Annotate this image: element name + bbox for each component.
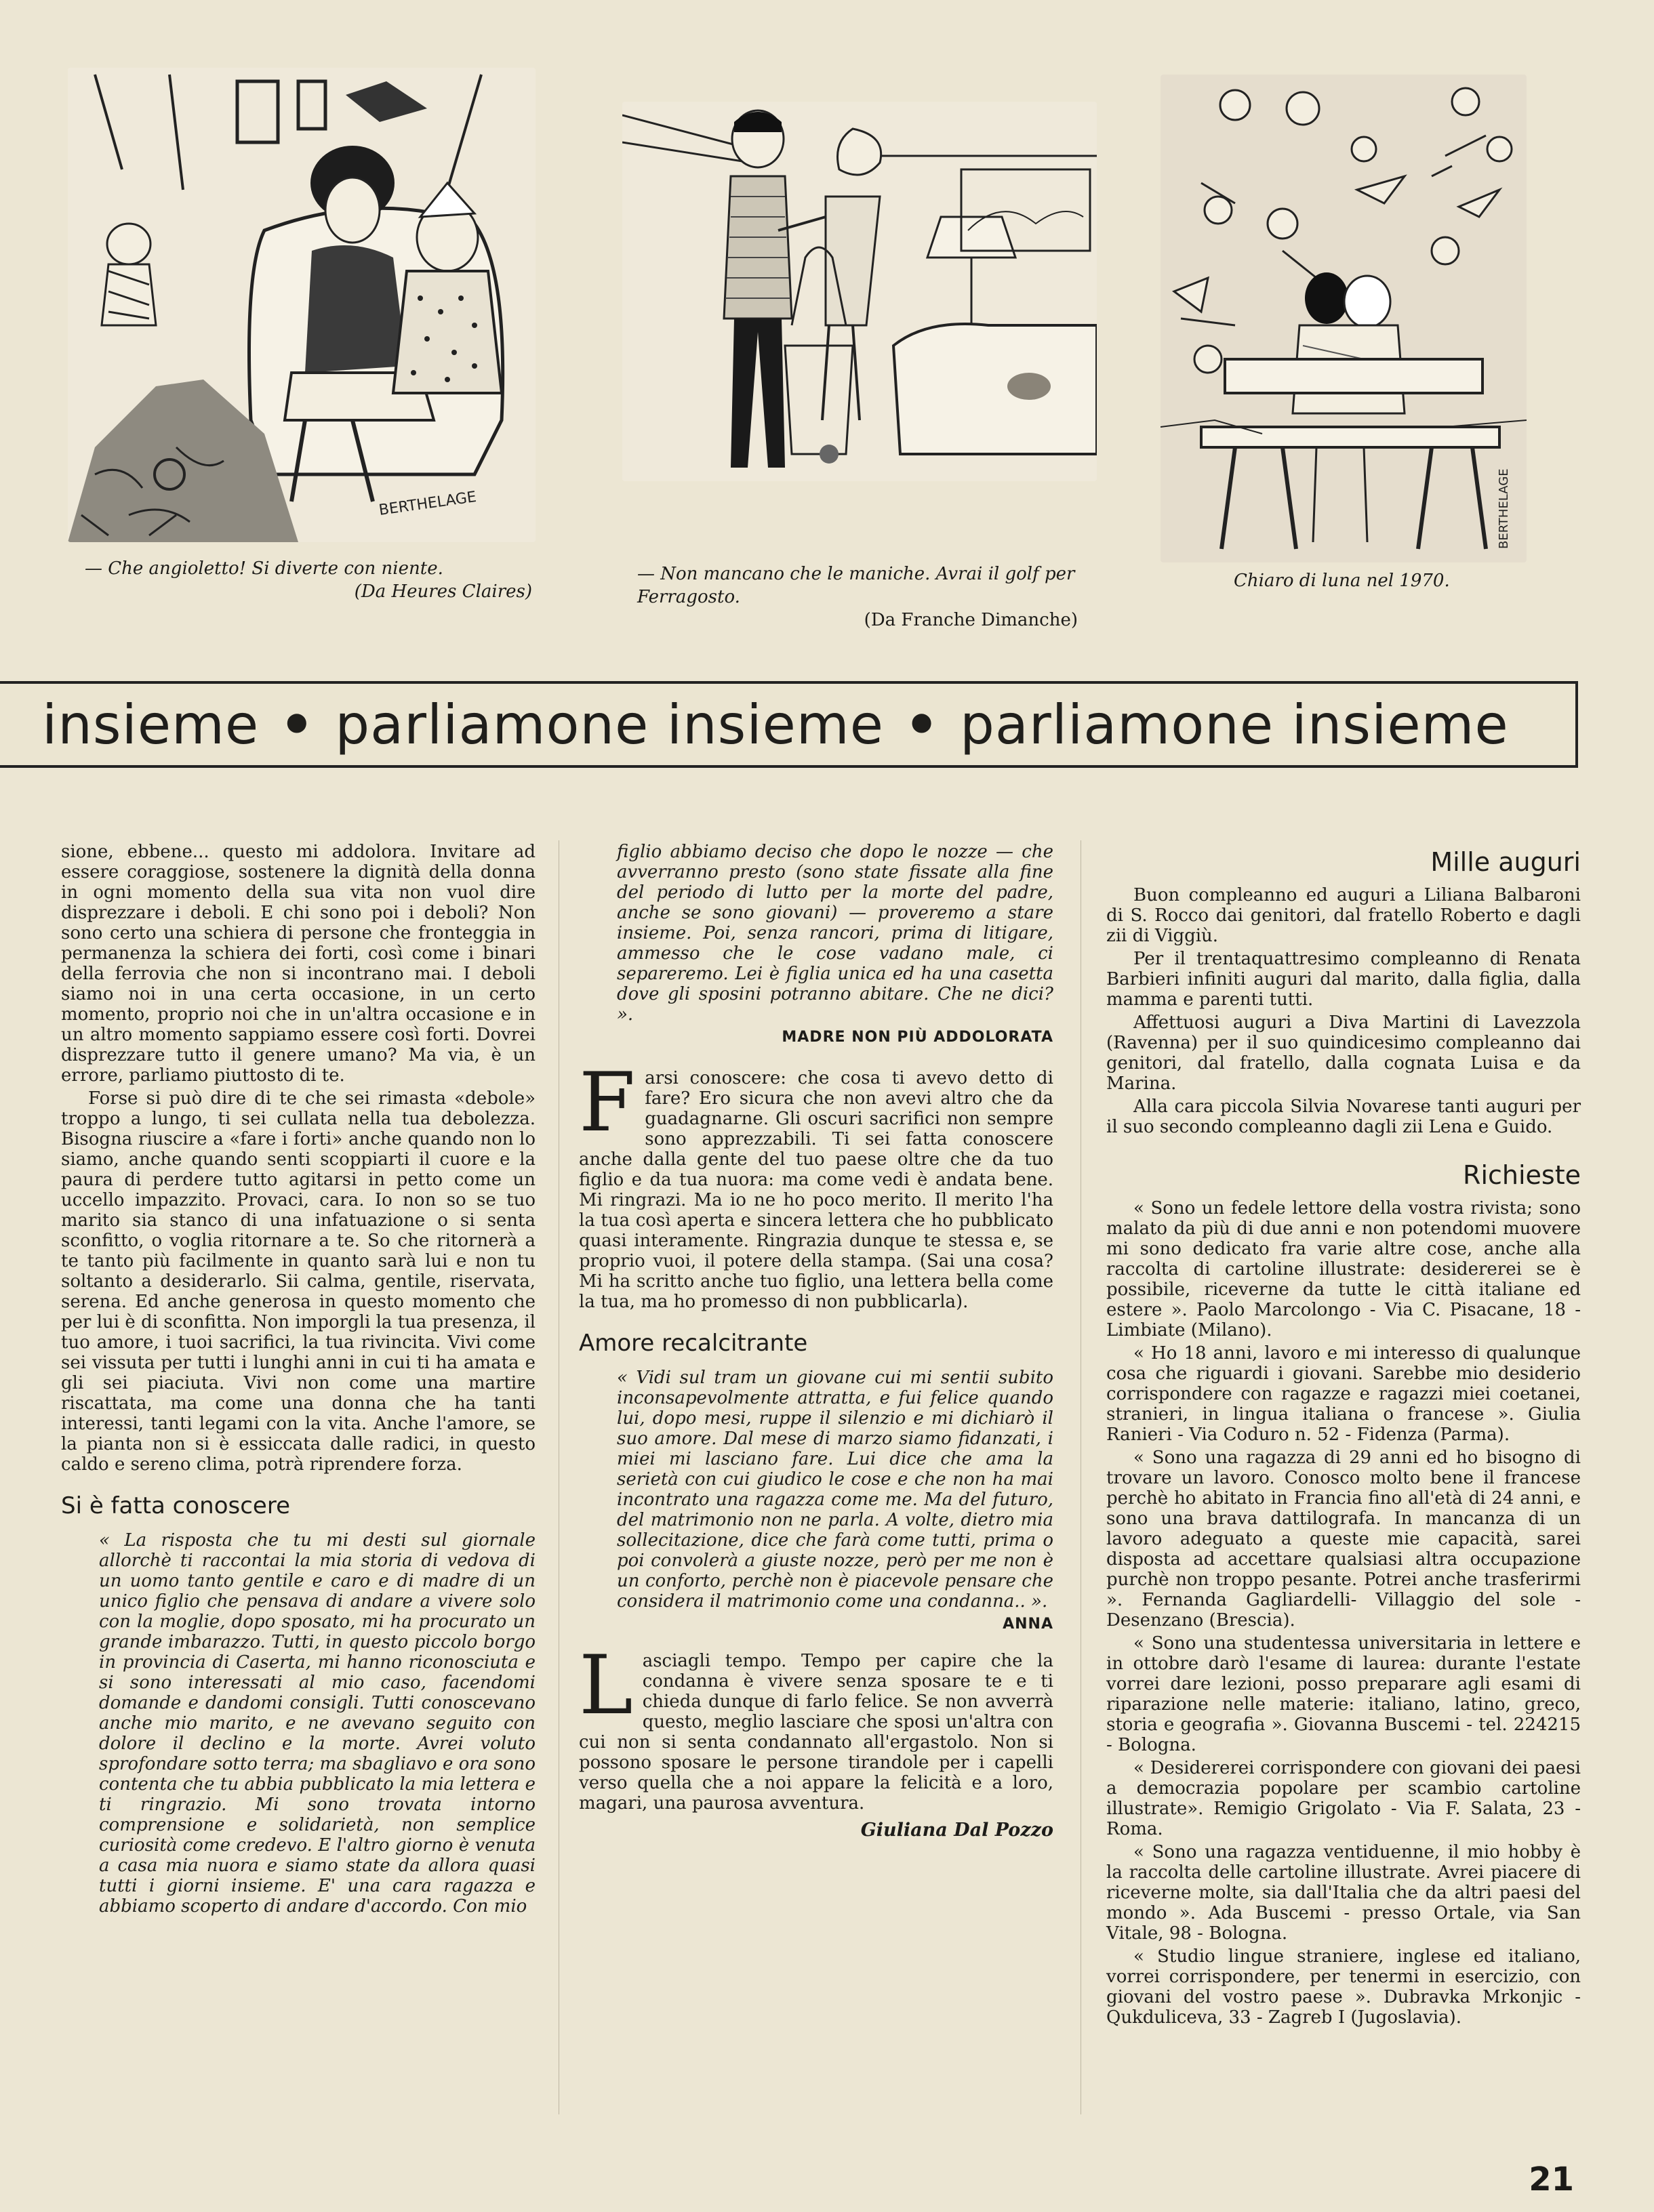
column-2-letter-quote-1: figlio abbiamo deciso che dopo le nozze — che avverranno presto (sono state fissate alla fine del periodo di lutto per la morte del padre, anche se sono giovani) — proveremo a stare insieme. Poi, senza rancori, prima di litigare, ammesso che le cose vadano male, ci separeremo. Lei è figlia unica ed ha una casetta dove gli sposini potranno abitare. Che ne dici? ». bbox=[617, 842, 1053, 1025]
heading-richieste: Richieste bbox=[1463, 1160, 1581, 1190]
richiesta-item-3: « Sono una ragazza di 29 anni ed ho bisogno di trovare un lavoro. Conosco molto bene il francese perchè ho abitato in Francia fino all'età di 24 anni, e sono una brava dattilografa. In mancanza di un lavoro adeguato a queste mie capacità, sarei disposta ad accettare qualsiasi altra occupazione purchè non troppo pesante. Potrei anche trasferirmi ». Fernanda Gagliardelli- Villaggio del sole - Desenzano (Brescia). bbox=[1106, 1448, 1581, 1631]
column-2-reply-2 bbox=[579, 1639, 1053, 1814]
cartoon-chiaro-di-luna-drawing bbox=[1161, 75, 1527, 562]
caption-3 bbox=[1234, 569, 1532, 592]
column-2-reply-1-text: arsi conoscere: che cosa ti avevo detto di fare? Ero sicura che non avevi altro che da guadagnarne. Gli oscuri sacrifici non sempre sono apprezzabili. Ti sei fatta conoscere anche dalla gente del tuo paese oltre che da tuo figlio e da tua nuora: ma come vedi è andata bene. Mi ringrazi. Ma io ne ho poco merito. Il merito l'ha la tua così aperta e sincera lettera che ho pubblicato quasi interamente. Ringrazia dunque te stessa e, se proprio vuoi, il potere della stampa. (Sai una cosa? Mi ha scritto anche tuo figlio, una lettera bella come la tua, ma ho promesso di non pubblicarla). bbox=[579, 1068, 1053, 1312]
cartoon-maniche bbox=[622, 102, 1097, 481]
richiesta-item-5: « Desidererei corrispondere con giovani dei paesi a democrazia popolare per scambio cartoline illustrate». Remigio Grigolato - Via F. Salata, 23 - Roma. bbox=[1106, 1758, 1581, 1839]
column-2-reply-2-text: asciagli tempo. Tempo per capire che la condanna è vivere senza sposare te e ti chieda dunque di farlo felice. Se non avverrà questo, meglio lasciare che sposi un'altra con cui non si senta condannato all'ergastolo. Non si possono sposare le persone tirandole per i capelli verso quella che a noi appare la felicità e a loro, magari, una paurosa avventura. bbox=[579, 1651, 1053, 1814]
cartoon-angioletto-drawing bbox=[68, 68, 536, 542]
page-number: 21 bbox=[1529, 2160, 1574, 2198]
signature-madre: MADRE NON PIÙ ADDOLORATA bbox=[782, 1029, 1053, 1046]
richiesta-item-7: « Studio lingue straniere, inglese ed italiano, vorrei corrispondere, per tenermi in esercizio, con giovani del vostro paese ». Dubravka Mrkonjic - Qukduliceva, 33 - Zagreb I (Jugoslavia). bbox=[1106, 1946, 1581, 2028]
auguri-item-1: Buon compleanno ed auguri a Liliana Balbaroni di S. Rocco dai genitori, dal fratello Roberto e dagli zii di Viggiù. bbox=[1106, 885, 1581, 946]
heading-amore-recalcitrante: Amore recalcitrante bbox=[579, 1330, 808, 1357]
signature-anna: ANNA bbox=[1003, 1616, 1053, 1633]
cartoon-3-signature: BERTHELAGE bbox=[1497, 468, 1511, 549]
heading-si-e-fatta-conoscere: Si è fatta conoscere bbox=[61, 1492, 290, 1519]
author-byline: Giuliana Dal Pozzo bbox=[860, 1820, 1053, 1841]
column-2 bbox=[579, 842, 1053, 1841]
column-3 bbox=[1106, 842, 1581, 2030]
auguri-item-2: Per il trentaquattresimo compleanno di Renata Barbieri infiniti auguri dal marito, dalla figlia, dalla mamma e parenti tutti. bbox=[1106, 949, 1581, 1010]
banner-part-2: parliamone insieme bbox=[335, 693, 884, 756]
cartoon-angioletto bbox=[68, 68, 536, 542]
caption-1 bbox=[85, 557, 532, 603]
richiesta-item-4: « Sono una studentessa universitaria in lettere e in ottobre darò l'esame di laurea: durante l'estate vorrei dare lezioni, posso preparare agli esami di riparazione nelle materie: italiano, latino, greco, storia e geografia ». Giovanna Buscemi - tel. 224215 - Bologna. bbox=[1106, 1633, 1581, 1755]
caption-2-text: — Non mancano che le maniche. Avrai il golf per Ferragosto. bbox=[637, 564, 1075, 607]
section-banner bbox=[0, 681, 1578, 768]
dropcap-f: F bbox=[579, 1056, 636, 1150]
column-1-paragraph-1: sione, ebbene... questo mi addolora. Invitare ad essere coraggiose, sostenere la dignità della donna in ogni momento della sua vita non vuol dire disprezzare i deboli. E chi sono poi i deboli? Non sono certo una schiera di persone che fronteggia in permanenza la schiera dei forti, così come i binari della ferrovia che non si incontrano mai. I deboli siamo noi in una certa occasione, in un certo momento, proprio noi che in un'altra occasione e in un altro momento sappiamo essere così forti. Dovrei disprezzare tutto il genere umano? Ma via, è un errore, parliamo piuttosto di te. bbox=[61, 842, 536, 1086]
caption-3-text: Chiaro di luna nel 1970. bbox=[1234, 571, 1450, 591]
caption-2-source: (Da Franche Dimanche) bbox=[864, 610, 1078, 630]
heading-mille-auguri: Mille auguri bbox=[1430, 847, 1581, 877]
caption-1-text: — Che angioletto! Si diverte con niente. bbox=[85, 558, 443, 579]
caption-2 bbox=[637, 562, 1085, 632]
cartoon-1-signature: BERTHELAGE bbox=[378, 489, 478, 519]
cartoon-maniche-drawing bbox=[622, 102, 1097, 481]
column-1 bbox=[61, 842, 536, 1919]
banner-part-3: parliamone insieme bbox=[960, 693, 1509, 756]
column-1-paragraph-2: Forse si può dire di te che sei rimasta «debole» troppo a lungo, ti sei cullata nella tua debolezza. Bisogna riuscire a «fare i forti» anche quando non lo siamo, anche quando senti scoppiarti il cuore e la paura di perdere tutto agitarsi in petto come un uccello impazzito. Provaci, cara. Io non so se tuo marito sia stanco di una infatuazione o si senta sconfitto, o voglia ritornare a te. So che ritornerà a te tanto più facilmente in quanto sarà lui e non tu soltanto a desiderarlo. Sii calma, gentile, riservata, serena. Ed anche generosa in questo momento che per lui è di sconfitta. Non imporgli la tua presenza, il tuo amore, i tuoi sacrifici, la tua rivincita. Vivi come sei vissuta per tutti i lunghi anni in cui ti ha amata e gli sei piaciuta. Vivi non come una martire riscattata, ma come una donna che ha tanti interessi, tanti legami con la vita. Anche l'amore, se la pianta non si è essiccata dalle radici, in questo caldo e sereno clima, potrà riprendere forza. bbox=[61, 1088, 536, 1475]
richiesta-item-1: « Sono un fedele lettore della vostra rivista; sono malato da più di due anni e non potendomi muovere mi sono dedicato fra varie altre cose, anche alla raccolta di cartoline illustrate: desidererei se è possibile, riceverne da tutte le città italiane ed estere ». Paolo Marcolongo - Via C. Pisacane, 18 - Limbiate (Milano). bbox=[1106, 1198, 1581, 1340]
banner-separator-1: • bbox=[279, 693, 315, 756]
dropcap-l: L bbox=[579, 1639, 633, 1733]
column-2-letter-quote-2: « Vidi sul tram un giovane cui mi sentii subito inconsapevolmente attratta, e fui felice quando lui, dopo mesi, ruppe il silenzio e mi dichiarò il suo amore. Dal mese di marzo siamo fidanzati, i miei mi lasciano fare. Lui dice che ama la serietà con cui giudico le cose e che non ha mai incontrato una ragazza come me. Ma del futuro, del matrimonio non ne parla. A volte, dietro mia sollecitazione, dice che farà come tutti, prima o poi convolerà a giuste nozze, però per me non è un conforto, perchè non è piacevole pensare che considera il matrimonio come una condanna.. ». bbox=[617, 1368, 1053, 1612]
column-1-letter-quote: « La risposta che tu mi desti sul giornale allorchè ti raccontai la mia storia di vedova di un uomo tanto gentile e caro e di madre di un unico figlio che pensava di andare a vivere solo con la moglie, dopo sposato, mi ha procurato un grande imbarazzo. Tutti, in questo piccolo borgo in provincia di Caserta, mi hanno riconosciuta e si sono interessati al mio caso, facendomi domande e dandomi consigli. Tutti conoscevano anche mio marito, e ne avevano seguito con dolore il declino e la morte. Avrei voluto sprofondare sotto terra; ma sbagliavo e ora sono contenta che tu abbia pubblicato la mia lettera e ti ringrazio. Mi sono trovata intorno comprensione e solidarietà, non semplice curiosità come credevo. E l'altro giorno è venuta a casa mia nuora e siamo state da allora quasi tutti i giorni insieme. E' una cara ragazza e abbiamo scoperto di andare d'accordo. Con mio bbox=[99, 1530, 536, 1917]
auguri-item-4: Alla cara piccola Silvia Novarese tanti auguri per il suo secondo compleanno dagli zii Lena e Guido. bbox=[1106, 1097, 1581, 1137]
banner-text bbox=[42, 693, 1509, 756]
caption-1-source: (Da Heures Claires) bbox=[354, 581, 532, 602]
column-2-reply-1 bbox=[579, 1056, 1053, 1312]
cartoon-chiaro-di-luna bbox=[1161, 75, 1527, 562]
richiesta-item-6: « Sono una ragazza ventiduenne, il mio hobby è la raccolta delle cartoline illustrate. Avrei piacere di riceverne molte, sia dall'Italia che da altri paesi del mondo ». Ada Buscemi - presso Ortale, via San Vitale, 98 - Bologna. bbox=[1106, 1842, 1581, 1944]
banner-part-1: insieme bbox=[42, 693, 260, 756]
richiesta-item-2: « Ho 18 anni, lavoro e mi interesso di qualunque cosa che riguardi i giovani. Sarebbe mio desiderio corrispondere con ragazze e ragazzi miei coetanei, stranieri, in lingua italiana o francese ». Giulia Ranieri - Via Coduro n. 52 - Fidenza (Parma). bbox=[1106, 1343, 1581, 1445]
auguri-item-3: Affettuosi auguri a Diva Martini di Lavezzola (Ravenna) per il suo quindicesimo compleanno dai genitori, dal fratello, dalla cognata Luisa e da Marina. bbox=[1106, 1012, 1581, 1094]
banner-separator-2: • bbox=[904, 693, 940, 756]
